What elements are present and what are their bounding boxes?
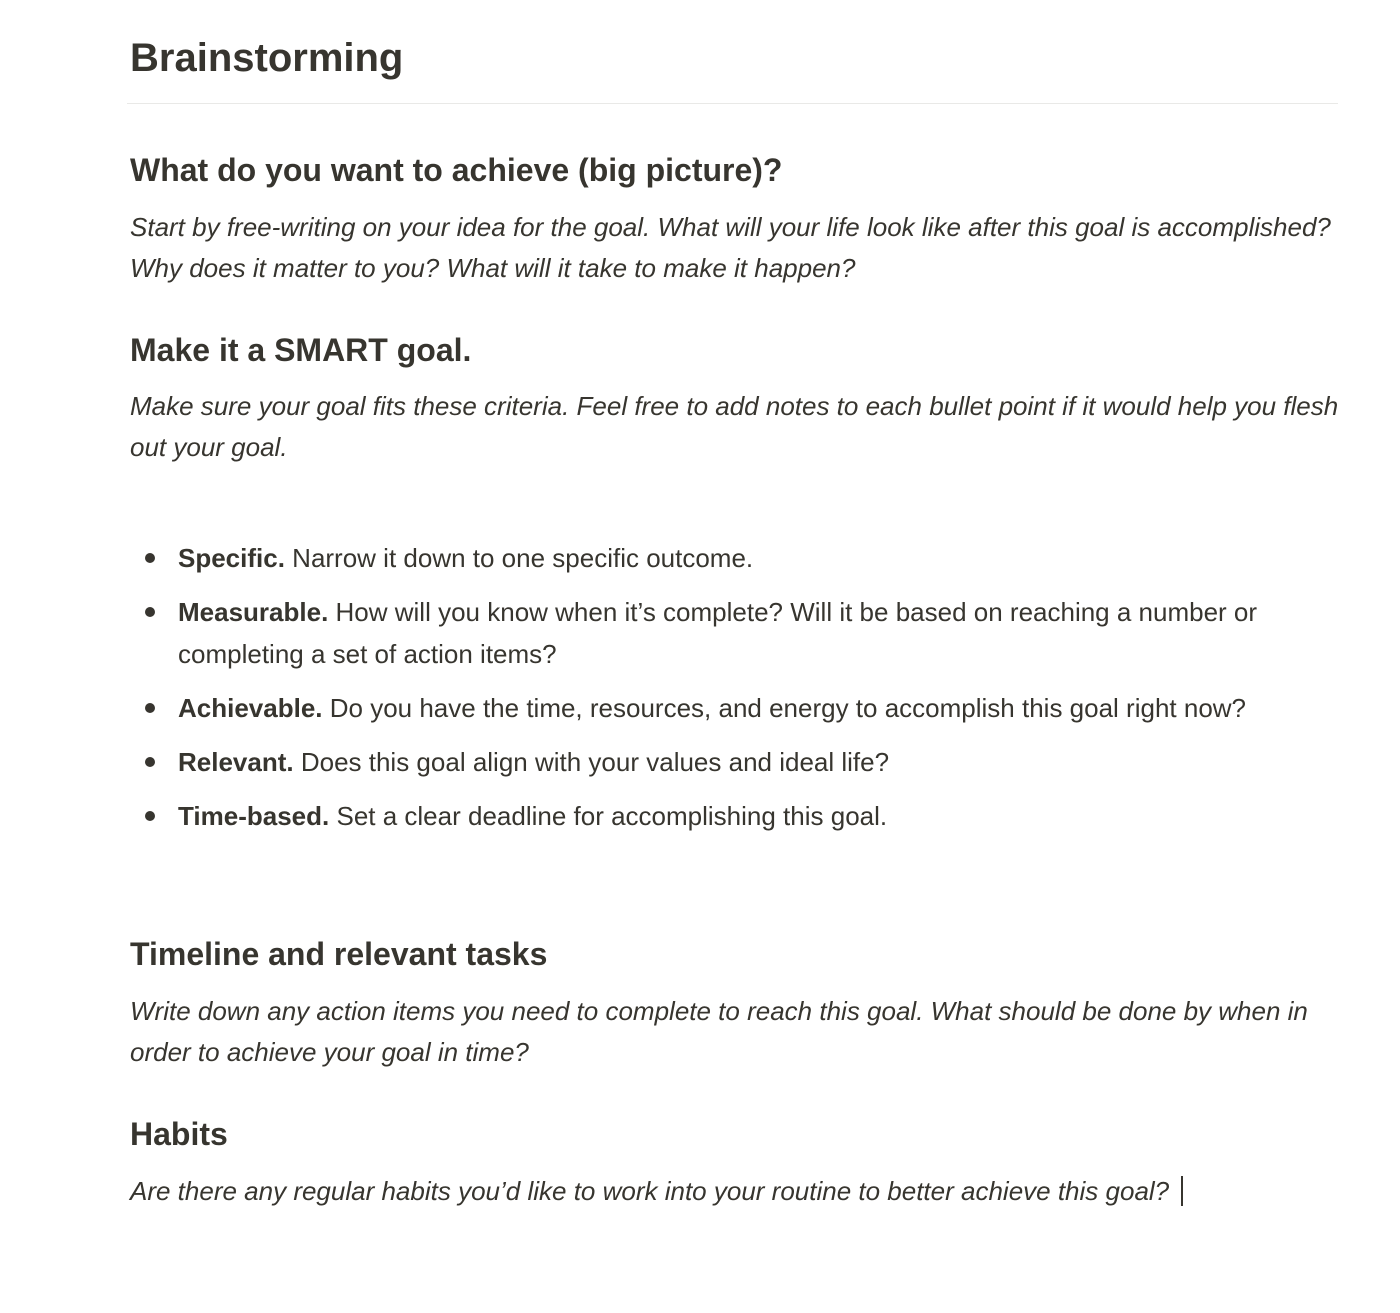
divider: [127, 103, 1338, 104]
page-title[interactable]: Brainstorming: [130, 36, 404, 80]
bullet-icon: [145, 703, 155, 713]
prompt-habits: Are there any regular habits you’d like to work into your routine to better achieve this goal?: [130, 1176, 1170, 1206]
criterion-term: Relevant.: [178, 747, 294, 777]
criterion-term: Measurable.: [178, 597, 329, 627]
list-item-measurable[interactable]: [130, 591, 1345, 675]
prompt-smart-goal[interactable]: Make sure your goal fits these criteria. Feel free to add notes to each bullet point if it would help you flesh out your goal.: [130, 391, 1339, 462]
bullet-icon: [145, 757, 155, 767]
heading-timeline[interactable]: Timeline and relevant tasks: [130, 936, 548, 972]
criterion-desc: Set a clear deadline for accomplishing this goal.: [329, 801, 888, 831]
heading-big-picture[interactable]: What do you want to achieve (big picture)?: [130, 152, 783, 188]
list-item-time-based[interactable]: [130, 795, 1345, 837]
prompt-habits-block[interactable]: [130, 1171, 1340, 1212]
list-item-relevant[interactable]: [130, 741, 1345, 783]
list-item-achievable[interactable]: [130, 687, 1345, 729]
prompt-timeline[interactable]: Write down any action items you need to complete to reach this goal. What should be done by when in order to achieve your goal in time?: [130, 996, 1308, 1067]
criterion-desc: Does this goal align with your values and ideal life?: [293, 747, 890, 777]
criterion-desc: Narrow it down to one specific outcome.: [284, 543, 754, 573]
criterion-term: Time-based.: [178, 801, 330, 831]
heading-habits[interactable]: Habits: [130, 1116, 228, 1152]
criterion-desc: How will you know when it’s complete? Will it be based on reaching a number or completing a set of action items?: [178, 597, 1258, 669]
bullet-icon: [145, 607, 155, 617]
bullet-icon: [145, 811, 155, 821]
prompt-big-picture[interactable]: Start by free-writing on your idea for the goal. What will your life look like after this goal is accomplished? Why does it matter to you? What will it take to make it happen?: [130, 212, 1331, 283]
heading-smart-goal[interactable]: Make it a SMART goal.: [130, 332, 472, 368]
criterion-term: Specific.: [178, 543, 285, 573]
criterion-desc: Do you have the time, resources, and energy to accomplish this goal right now?: [322, 693, 1247, 723]
text-cursor: [1181, 1176, 1183, 1206]
smart-criteria-list: [130, 537, 1345, 849]
list-item-specific[interactable]: [130, 537, 1345, 579]
bullet-icon: [145, 553, 155, 563]
criterion-term: Achievable.: [178, 693, 323, 723]
